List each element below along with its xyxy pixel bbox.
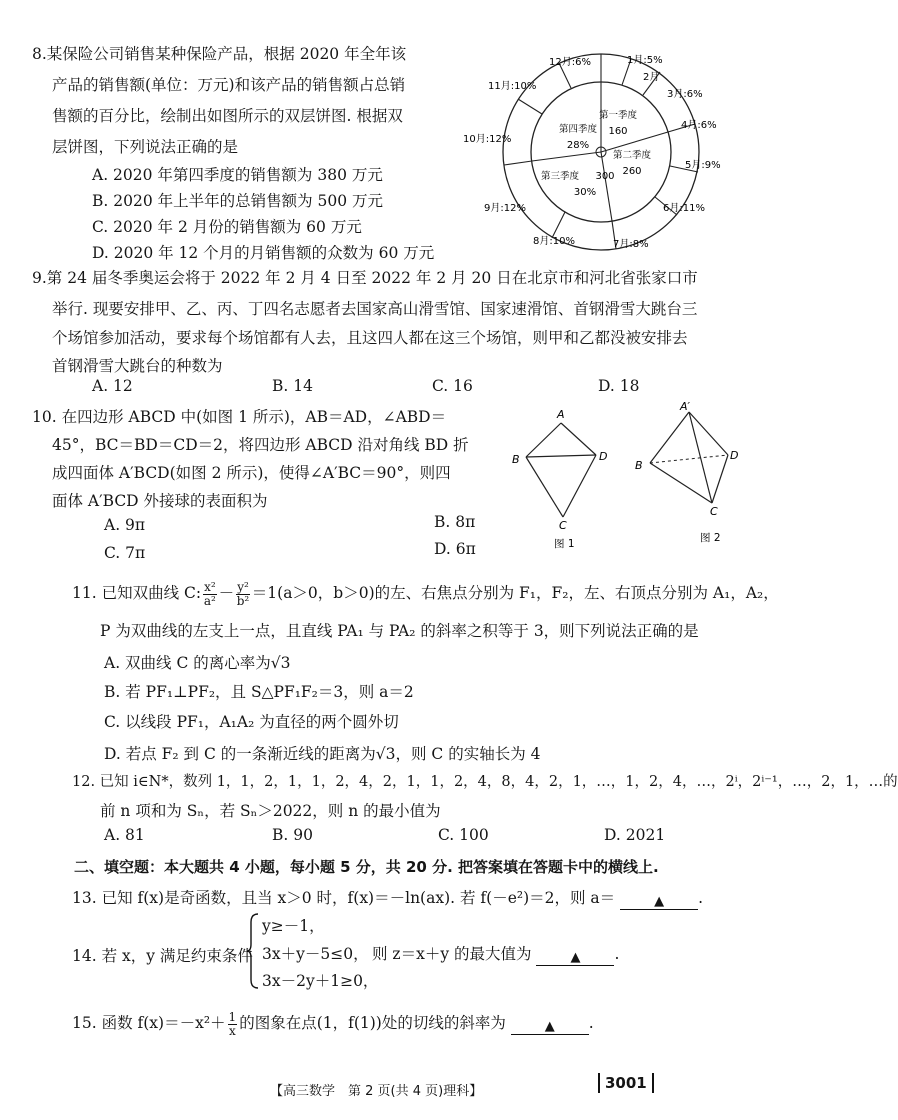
q14-text-post: 则 z＝x＋y 的最大值为 <box>372 945 532 963</box>
q14-condition-3: 3x－2y＋1≥0， <box>262 972 379 990</box>
q8-option-a: A. 2020 年第四季度的销售额为 380 万元 <box>92 166 383 184</box>
page-footer: 【高三数学 第 2 页(共 4 页)理科】 <box>270 1084 483 1099</box>
q8-line-3: 售额的百分比，绘制出如图所示的双层饼图. 根据双 <box>52 107 403 125</box>
double-pie-figure <box>455 48 725 254</box>
fig2-label-c: C <box>710 505 718 518</box>
q13-text-end: . <box>698 889 704 907</box>
q11-frac-x-num: x² <box>204 579 216 594</box>
q15-frac-num: 1 <box>228 1009 237 1024</box>
q10-option-b: B. 8π <box>434 513 476 531</box>
pie-q3-value: 300 <box>595 171 615 182</box>
pie-q3-name: 第三季度 <box>540 171 579 182</box>
q9-line-1: 9.第 24 届冬季奥运会将于 2022 年 2 月 4 日至 2022 年 2 月 20 日在北京市和河北省张家口市 <box>32 269 698 287</box>
pie-label-oct: 10月:12% <box>463 134 512 145</box>
q9-option-d: D. 18 <box>598 377 640 395</box>
q9-option-b: B. 14 <box>272 377 313 395</box>
q14-condition-2: 3x＋y－5≤0， <box>262 945 369 963</box>
q11-frac-x-den: a² <box>203 593 216 608</box>
pie-label-nov: 11月:10% <box>488 81 537 92</box>
q8-option-b: B. 2020 年上半年的总销售额为 500 万元 <box>92 192 384 210</box>
q8-option-d: D. 2020 年 12 个月的月销售额的众数为 60 万元 <box>92 244 435 262</box>
fig1-label-b: B <box>512 453 520 466</box>
section-2-heading: 二、填空题：本大题共 4 小题，每小题 5 分，共 20 分. 把答案填在答题卡中的横线上. <box>74 858 659 876</box>
q9-line-4: 首钢滑雪大跳台的种数为 <box>52 357 223 375</box>
pie-label-jun: 6月:11% <box>663 203 705 214</box>
q11-text-post: ＝1(a＞0，b＞0)的左、右焦点分别为 F₁，F₂，左、右顶点分别为 A₁，A₂， <box>251 584 779 602</box>
q10-line-3: 成四面体 A′BCD(如图 2 所示)，使得∠A′BC＝90°，则四 <box>52 464 451 482</box>
question-15 <box>72 1008 594 1038</box>
fig2-label-d: D <box>730 449 739 462</box>
q15-text-end: . <box>588 1014 594 1032</box>
fig2-label-b: B <box>635 459 643 472</box>
tetrahedron-figure-2 <box>632 400 744 550</box>
q15-answer-blank <box>511 1017 589 1035</box>
pie-label-jul: 7月:8% <box>613 239 649 250</box>
pie-label-jan: 1月:5% <box>627 55 663 66</box>
q10-option-d: D. 6π <box>434 540 476 558</box>
question-13 <box>72 886 703 910</box>
q15-text-pre: 15. 函数 f(x)＝－x²＋ <box>72 1014 226 1032</box>
q11-text-pre: 11. 已知双曲线 C: <box>72 584 202 602</box>
pie-label-mar: 3月:6% <box>667 89 703 100</box>
q11-option-d: D. 若点 F₂ 到 C 的一条渐近线的距离为√3，则 C 的实轴长为 4 <box>104 745 541 763</box>
q14-text-end: . <box>614 945 620 963</box>
pie-q3-pct: 30% <box>573 187 597 198</box>
pie-q2-name: 第二季度 <box>612 150 652 161</box>
q15-blank-marker: ▲ <box>544 1019 555 1034</box>
q11-minus: － <box>218 584 235 602</box>
q12-option-c: C. 100 <box>438 826 489 844</box>
q8-line-4: 层饼图，下列说法正确的是 <box>52 138 239 156</box>
q12-line-1: 12. 已知 i∈N*，数列 1，1，2，1，1，2，4，2，1，1，2，4，8，4，2，1，…，1，2，4，…，2ⁱ，2ⁱ⁻¹，…，2，1，…的 <box>72 774 898 790</box>
fig2-caption: 图 2 <box>700 532 721 544</box>
q11-option-c: C. 以线段 PF₁，A₁A₂ 为直径的两个圆外切 <box>104 713 399 731</box>
q12-option-b: B. 90 <box>272 826 313 844</box>
q9-option-a: A. 12 <box>92 377 133 395</box>
q11-option-b: B. 若 PF₁⊥PF₂，且 S△PF₁F₂＝3，则 a＝2 <box>104 683 414 701</box>
q11-option-a: A. 双曲线 C 的离心率为√3 <box>104 654 291 672</box>
q15-text-post: 的图象在点(1，f(1))处的切线的斜率为 <box>239 1014 506 1032</box>
pie-label-apr: 4月:6% <box>681 120 717 131</box>
pie-label-may: 5月:9% <box>685 160 721 171</box>
q9-option-c: C. 16 <box>432 377 473 395</box>
fig2-label-a: A′ <box>680 400 691 413</box>
q14-text-pre: 14. 若 x，y 满足约束条件 <box>72 947 253 965</box>
q11-frac-y-den: b² <box>236 593 250 608</box>
q11-line-2: P 为双曲线的左支上一点，且直线 PA₁ 与 PA₂ 的斜率之积等于 3，则下列说法正确的是 <box>100 622 699 640</box>
q14-brace <box>246 912 260 990</box>
q10-line-4: 面体 A′BCD 外接球的表面积为 <box>52 492 268 510</box>
q11-fraction-y <box>236 581 250 608</box>
q10-line-2: 45°，BC＝BD＝CD＝2，将四边形 ABCD 沿对角线 BD 折 <box>52 436 469 454</box>
q12-option-d: D. 2021 <box>604 826 666 844</box>
pie-q1-name: 第一季度 <box>598 110 638 121</box>
q15-fraction <box>228 1011 238 1038</box>
pie-q1-value: 160 <box>608 126 628 137</box>
q9-line-3: 个场馆参加活动，要求每个场馆都有人去，且这四人都在这三个场馆，则甲和乙都没被安排去 <box>52 329 688 347</box>
pie-label-sep: 9月:12% <box>484 203 526 214</box>
pie-q4-name: 第四季度 <box>558 124 598 135</box>
q13-answer-blank <box>620 892 698 910</box>
quadrilateral-figure-1 <box>508 405 620 555</box>
q11-fraction-x <box>203 581 217 608</box>
q12-line-2: 前 n 项和为 Sₙ，若 Sₙ＞2022，则 n 的最小值为 <box>100 802 441 820</box>
q12-option-a: A. 81 <box>104 826 145 844</box>
q10-option-c: C. 7π <box>104 544 146 562</box>
q14-text-post-wrap <box>372 942 619 966</box>
q10-option-a: A. 9π <box>104 516 146 534</box>
q8-option-c: C. 2020 年 2 月份的销售额为 60 万元 <box>92 218 362 236</box>
q8-line-1: 8.某保险公司销售某种保险产品，根据 2020 年全年该 <box>32 45 407 63</box>
q14-blank-marker: ▲ <box>570 950 581 965</box>
pie-label-dec: 12月:6% <box>549 57 591 68</box>
q14-answer-blank <box>536 948 614 966</box>
pie-q2-value: 260 <box>622 166 642 177</box>
q10-line-1: 10. 在四边形 ABCD 中(如图 1 所示)，AB＝AD，∠ABD＝ <box>32 408 447 426</box>
q13-text: 13. 已知 f(x)是奇函数，且当 x＞0 时，f(x)＝－ln(ax). 若 f(－e²)＝2，则 a＝ <box>72 889 616 907</box>
pie-q4-pct: 28% <box>566 140 590 151</box>
pie-label-feb: 2月 <box>643 72 660 83</box>
exam-code-badge: 3001 <box>598 1073 654 1093</box>
fig1-caption: 图 1 <box>554 538 575 550</box>
fig1-label-a: A <box>557 408 565 421</box>
q14-condition-1: y≥－1， <box>262 917 325 935</box>
pie-label-aug: 8月:10% <box>533 236 575 247</box>
fig1-label-d: D <box>599 450 608 463</box>
q13-blank-marker: ▲ <box>654 894 665 909</box>
q8-line-2: 产品的销售额(单位：万元)和该产品的销售额占总销 <box>52 76 406 94</box>
q15-frac-den: x <box>228 1023 236 1038</box>
q9-line-2: 举行. 现要安排甲、乙、丙、丁四名志愿者去国家高山滑雪馆、国家速滑馆、首钢滑雪大跳台三 <box>52 300 698 318</box>
q11-frac-y-num: y² <box>237 579 249 594</box>
fig1-label-c: C <box>559 519 567 532</box>
q11-line-1 <box>72 578 779 608</box>
